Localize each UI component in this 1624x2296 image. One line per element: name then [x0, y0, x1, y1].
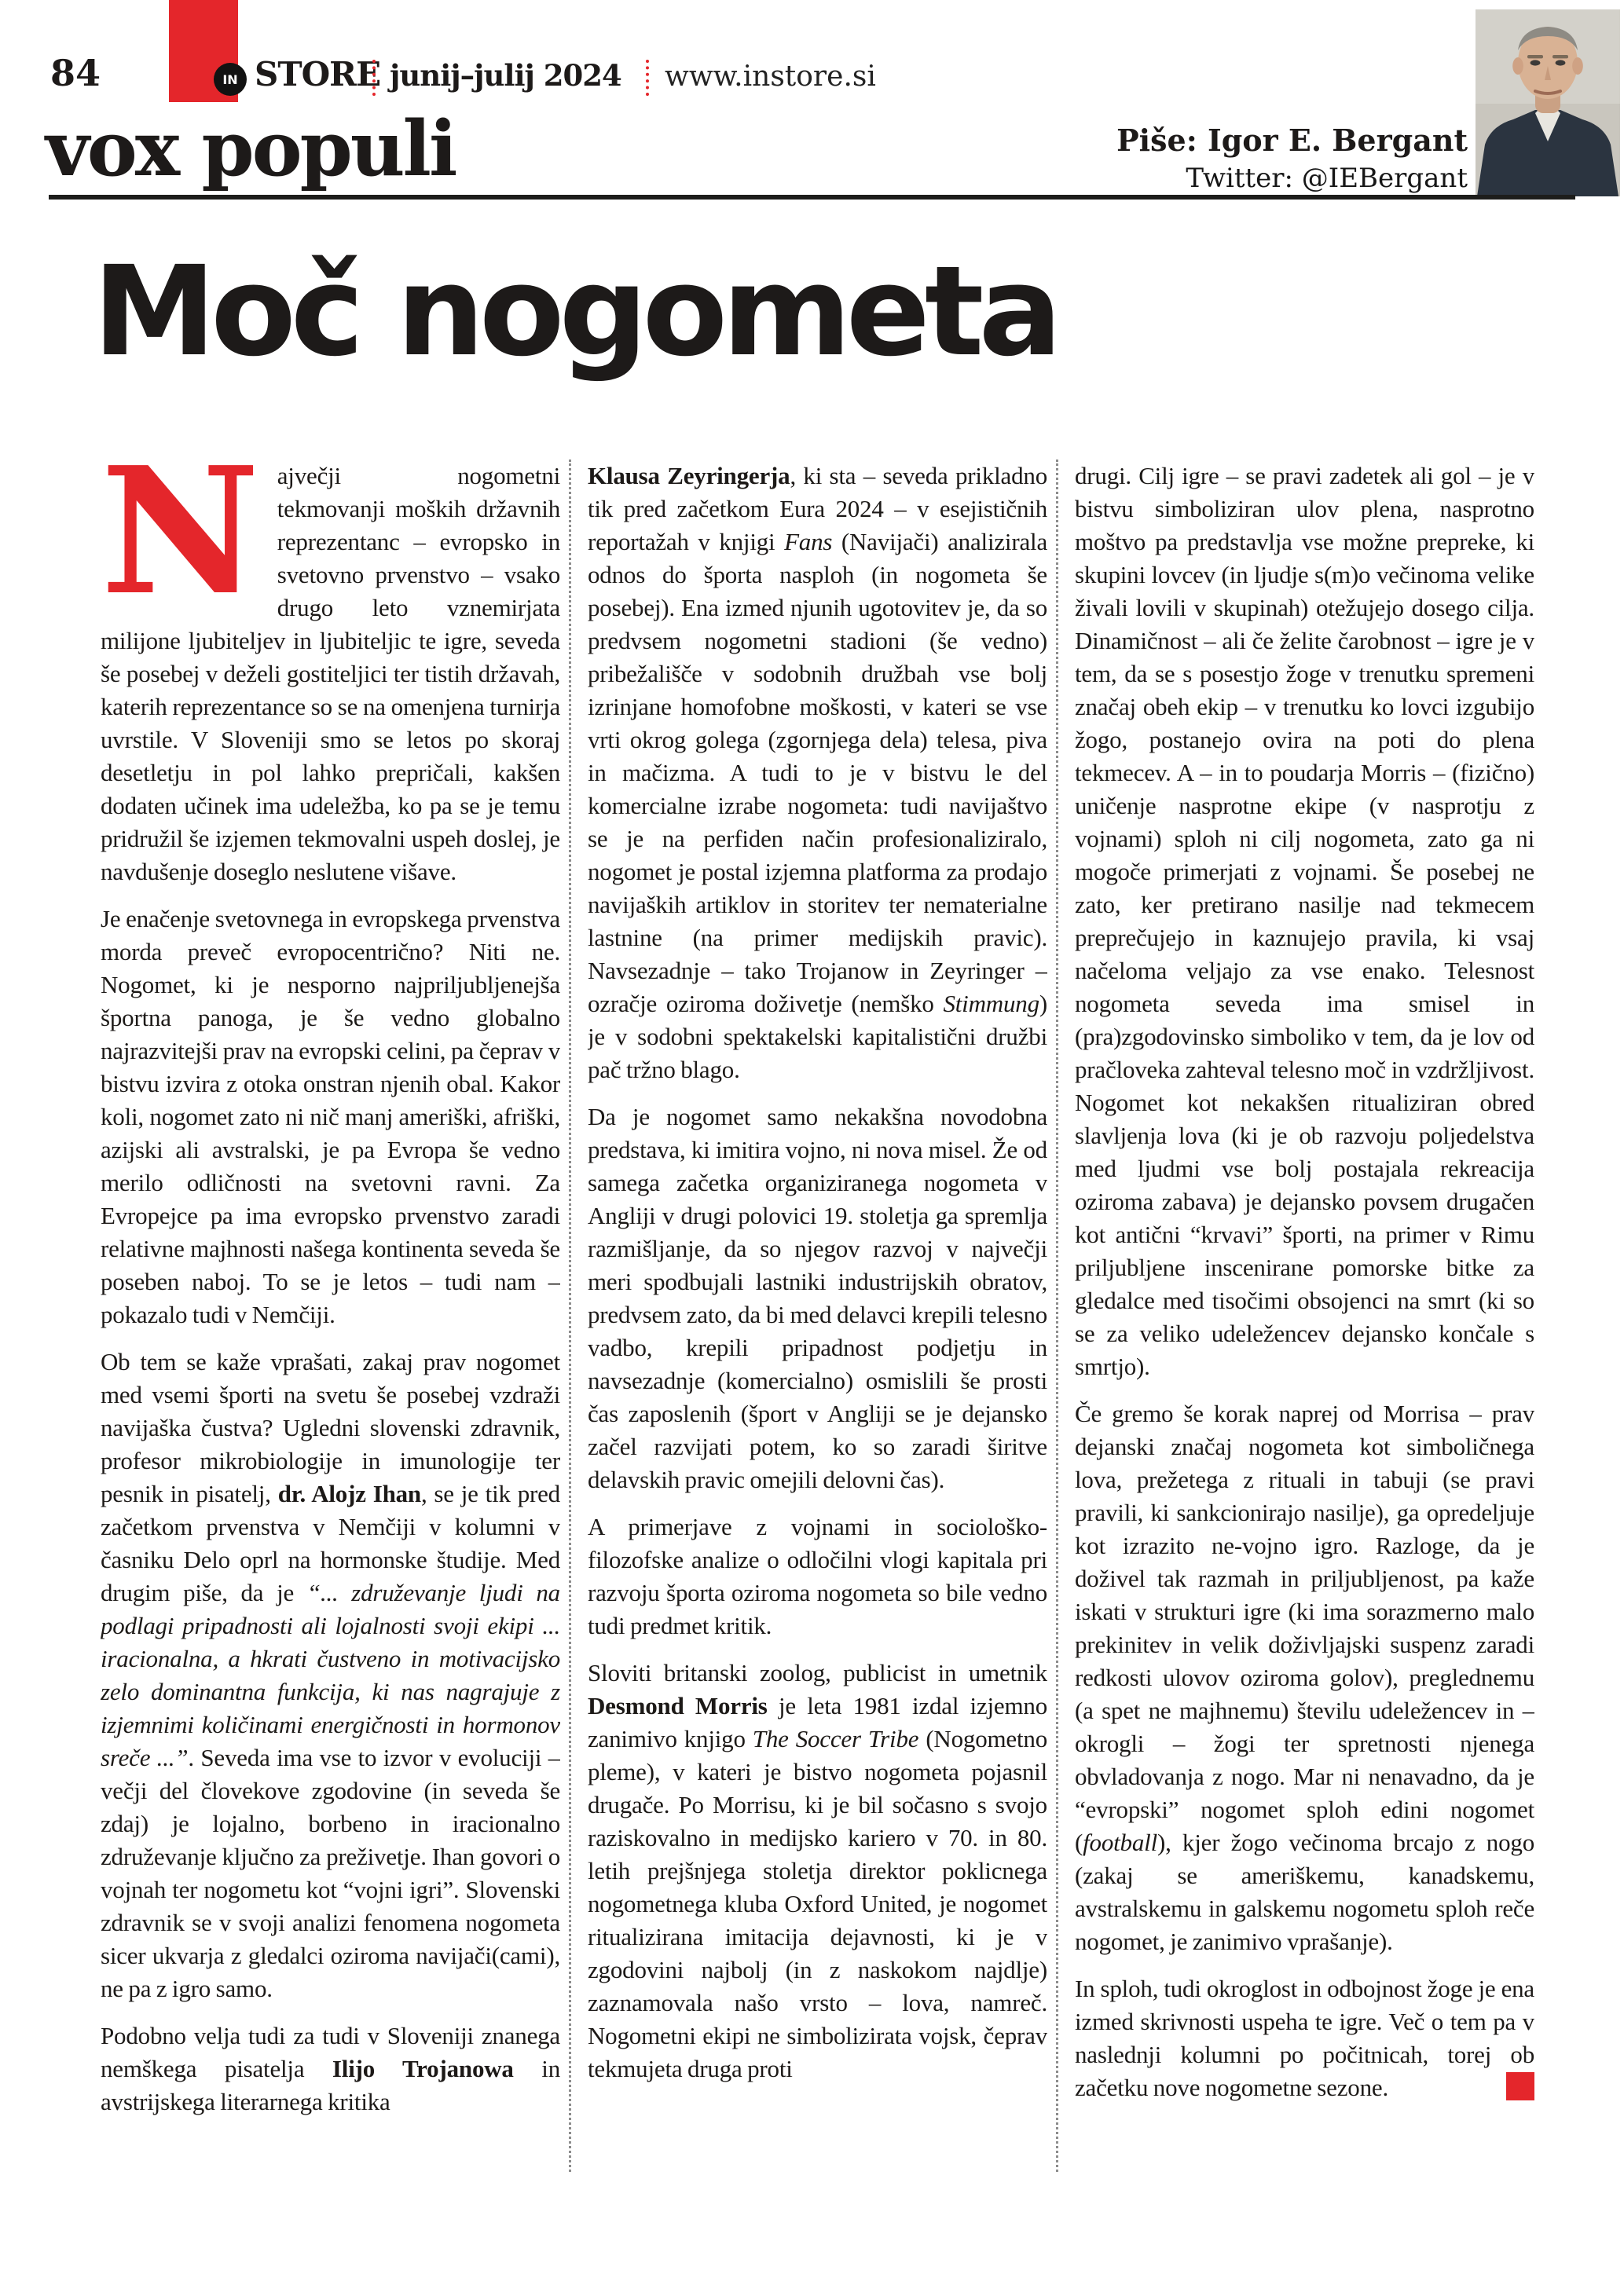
paragraph [101, 903, 560, 1331]
text-segment: , ki sta – seveda prikladno tik pred začetkom Eura 2024 – v esejističnih reportažah v knjigi [588, 462, 1047, 555]
text-segment: The Soccer Tribe [752, 1725, 919, 1752]
drop-cap: N [101, 460, 260, 634]
text-segment: Desmond Morris [588, 1692, 768, 1719]
paragraph [101, 460, 560, 888]
text-segment: Klausa Zeyringerja [588, 462, 790, 489]
text-segment: Stimmung [943, 990, 1039, 1017]
text-segment: . Seveda ima vse to izvor v evoluciji – večji del človekove zgodovine (in seveda še zdaj) je lojalno, borbeno in iracionalno združevanje ključno za preživetje. Ihan govori o vojnah ter nogometu kot “vojni igri”. Slovenski zdravnik se v svoji analizi fenomena nogometa sicer ukvarja z gledalci oziroma navijači(cami), ne pa z igro samo. [101, 1744, 560, 2002]
text-segment: , se je tik pred začetkom prvenstva v Nemčiji v kolumni v časniku Delo oprl na hormonske študije. Med drugim piše, da je [101, 1480, 560, 1606]
text-segment: “... združevanje ljudi na podlagi pripadnosti ali lojalnosti svoji ekipi ... iracionalna, a hkrati čustveno in motivacijsko zelo dominantna funkcija, ki nas nagrajuje z izjemnimi količinami energičnosti in hormonov sreče ...” [101, 1579, 560, 1771]
website-url: www.instore.si [665, 60, 876, 93]
paragraph [1075, 1972, 1534, 2104]
section-title: vox populi [46, 104, 456, 193]
article-column-3 [1075, 460, 1534, 2290]
page-number: 84 [50, 52, 101, 94]
paragraph [588, 1657, 1047, 2085]
paragraph [588, 460, 1047, 1086]
column-separator [1056, 460, 1058, 2172]
column-separator [569, 460, 571, 2172]
issue-date: junij–julij 2024 [390, 58, 621, 93]
text-segment: Če gremo še korak naprej od Morrisa – prav dejanski značaj nogometa kot simboličnega lova, prežetega z rituali in tabuji (se pravi pravili, ki sankcionirajo nasilje), ga opredeljuje kot izrazito ne-vojno igro. Razloge, da je doživel tak razmah in priljubljenost, pa kaže iskati v strukturi igre (ki ima sorazmerno malo prekinitev in velik doživljajski suspenz zaradi redkosti ulovov oziroma golov), preglednemu (a spet ne majhnemu) številu udeležencev in – okrogli – žogi ter spretnosti njenega obvladovanja z nogo. Mar ni nenavadno, da je “evropski” nogomet sploh edini nogomet ( [1075, 1400, 1534, 1856]
text-segment: je leta 1981 izdal izjemno zanimivo knjigo [588, 1692, 1047, 1752]
text-segment: (Nogometno pleme), v kateri je bistvo nogometa pojasnil drugače. Po Morrisu, ki je bil sočasno s svojo raziskovalno in medijsko kariero v 70. in 80. letih prejšnjega stoletja direktor poklicnega nogometnega kluba Oxford United, je nogomet ritualizirana imitacija dejavnosti, ki je v zgodovini najbolj (in z naskokom najdlje) zaznamovala našo vrsto – lova, namreč. Nogometni ekipi ne simbolizirata vojsk, čeprav tekmujeta druga proti [588, 1725, 1047, 2082]
text-segment: Podobno velja tudi za tudi v Sloveniji znanega nemškega pisatelja [101, 2022, 560, 2082]
text-segment: ajvečji nogometni tekmovanji moških državnih reprezentanc – evropsko in svetovno prvenstvo – vsako drugo leto vznemirjata milijone ljubiteljev in ljubiteljic te igre, seveda še posebej v deželi gostiteljici ter tistih državah, katerih reprezentance so se na omenjena turnirja uvrstile. V Sloveniji smo se letos po skoraj desetletju in pol lahko prepričali, kakšen dodaten učinek ima udeležba, ko pa se je temu pridružil še izjemen tekmovalni uspeh doslej, je navdušenje doseglo neslutene višave. [101, 462, 560, 885]
text-segment: Ob tem se kaže vprašati, zakaj prav nogomet med vsemi športi na svetu še posebej vzdraži navijaška čustva? Ugledni slovenski zdravnik, profesor mikrobiologije in imunologije ter pesnik in pisatelj, [101, 1348, 560, 1507]
text-segment: Sloviti britanski zoolog, publicist in umetnik [588, 1659, 1047, 1686]
text-segment: football [1083, 1829, 1157, 1856]
header-dotted-separator [372, 60, 376, 96]
paragraph [101, 1346, 560, 2005]
byline-block [982, 123, 1468, 199]
article-column-2 [588, 460, 1047, 2290]
header-dotted-separator [646, 60, 649, 96]
paragraph [588, 1511, 1047, 1642]
byline: Piše: Igor E. Bergant [1116, 123, 1468, 158]
text-segment: Ilijo Trojanowa [332, 2055, 514, 2082]
text-segment: ) je v sodobni spektakelski kapitalistični družbi pač tržno blago. [588, 990, 1047, 1083]
end-mark [1506, 2072, 1534, 2100]
text-segment: dr. Alojz Ihan [277, 1480, 421, 1507]
text-segment: ), kjer žogo večinoma brcajo z nogo (zakaj se ameriškemu, kanadskemu, avstralskemu in galskemu nogometu sploh reče nogomet, je zanimivo vprašanje). [1075, 1829, 1534, 1955]
text-segment: Da je nogomet samo nekakšna novodobna predstava, ki imitira vojno, ni nova misel. Že od samega začetka organiziranega nogometa v Angliji v drugi polovici 19. stoletja ga spremlja razmišljanje, da so njegov razvoj v največji meri spodbujali lastniki industrijskih obratov, predvsem zato, da bi med delavci krepili telesno vadbo, krepili pripadnost podjetju in navsezadnje (komercialno) osmislili še prosti čas zaposlenih (šport v Angliji se je dejansko začel razvijati potem, ko so zaradi širitve delavskih pravic omejili delovni čas). [588, 1103, 1047, 1493]
header-rule [49, 195, 1575, 200]
author-photo [1476, 9, 1620, 196]
logo-store-text: STORE [255, 55, 381, 93]
instore-logo-icon [214, 63, 247, 96]
headline: Moč nogometa [93, 240, 1058, 384]
text-segment: (Navijači) analizirala odnos do športa nasploh (in nogometa še posebej). Ena izmed njunih ugotovitev je, da so predvsem nogometni stadioni (še vedno) pribežališče v sodobnih družbah vse bolj izrinjane homofobne moškosti, v kateri se vse vrti okrog golega (zgornjega dela) telesa, piva in mačizma. A tudi to je v bistvu le del komercialne izrabe nogometa: tudi navijaštvo se je na perfiden način profesionaliziralo, nogomet je postal izjemna platforma za prodajo navijaških artiklov in storitev ter nematerialne lastnine (na primer medijskih pravic). Navsezadnje – tako Trojanow in Zeyringer – ozračje oziroma doživetje (nemško [588, 528, 1047, 1017]
logo-in-text: IN [222, 71, 238, 87]
paragraph [1075, 460, 1534, 1383]
text-segment: drugi. Cilj igre – se pravi zadetek ali gol – je v bistvu simboliziran ulov plena, nasprotno moštvo pa predstavlja vse možne prepreke, ki skupini lovcev (in ljudje s(m)o večinoma velike živali lovili v skupinah) otežujejo dosego cilja. Dinamičnost – ali če želite čarobnost – igre je v tem, da se s posestjo žoge v trenutku spremeni značaj obeh ekip – v trenutku ko lovci izgubijo žogo, postanejo ovira na poti do plena tekmecev. A – in to poudarja Morris – (fizično) uničenje nasprotne ekipe (v nasprotju z vojnami) sploh ni cilj nogometa, zato ga ni mogoče primerjati z vojnami. Še posebej ne zato, ker pretirano nasilje nad tekmecem preprečujejo in kaznujejo pravila, ki vsaj načeloma veljajo za vse enako. Telesnost nogometa seveda ima smisel in (pra)zgodovinsko simboliko v tem, da je lov od pračloveka zahteval telesno moč in vzdržljivost. Nogomet kot nekakšen ritualiziran obred slavljenja lova (ki je ob razvoju poljedelstva med ljudmi vse bolj postajala rekreacija oziroma zabava) je dejansko povsem drugačen kot antični “krvavi” športi, na primer v Rimu priljubljene inscenirane pomorske bitke za gledalce med tisočimi obsojenci na smrt (ki so se za veliko udeležencev dejansko končale s smrtjo). [1075, 462, 1534, 1380]
article-column-1 [101, 460, 560, 2290]
text-segment: Je enačenje svetovnega in evropskega prvenstva morda preveč evropocentrično? Niti ne. Nogomet, ki je nesporno najpriljubljenejša športna panoga, je še vedno globalno najrazvitejši prav na evropski celini, pa čeprav v bistvu izvira z otoka onstran njenih obal. Kakor koli, nogomet zato ni nič manj ameriški, afriški, azijski ali avstralski, je pa Evropa še vedno merilo odličnosti na svetovni ravni. Za Evropejce pa ima evropsko prvenstvo zaradi relativne majhnosti našega kontinenta seveda še poseben naboj. To se je letos – tudi nam – pokazalo tudi v Nemčiji. [101, 905, 560, 1328]
twitter-handle: Twitter: @IEBergant [1186, 162, 1468, 194]
text-segment: in avstrijskega literarnega kritika [101, 2055, 560, 2115]
paragraph [101, 2020, 560, 2118]
paragraph [588, 1100, 1047, 1496]
text-segment: In sploh, tudi okroglost in odbojnost žoge je ena izmed skrivnosti uspeha te igre. Več o tem pa v naslednji kolumni po počitnicah, torej ob začetku nove nogometne sezone. [1075, 1975, 1534, 2101]
paragraph [1075, 1397, 1534, 1958]
text-segment: Fans [784, 528, 833, 555]
text-segment: A primerjave z vojnami in sociološko-filozofske analize o odločilni vlogi kapitala pri razvoju športa oziroma nogometa so bile vedno tudi predmet kritik. [588, 1513, 1047, 1639]
